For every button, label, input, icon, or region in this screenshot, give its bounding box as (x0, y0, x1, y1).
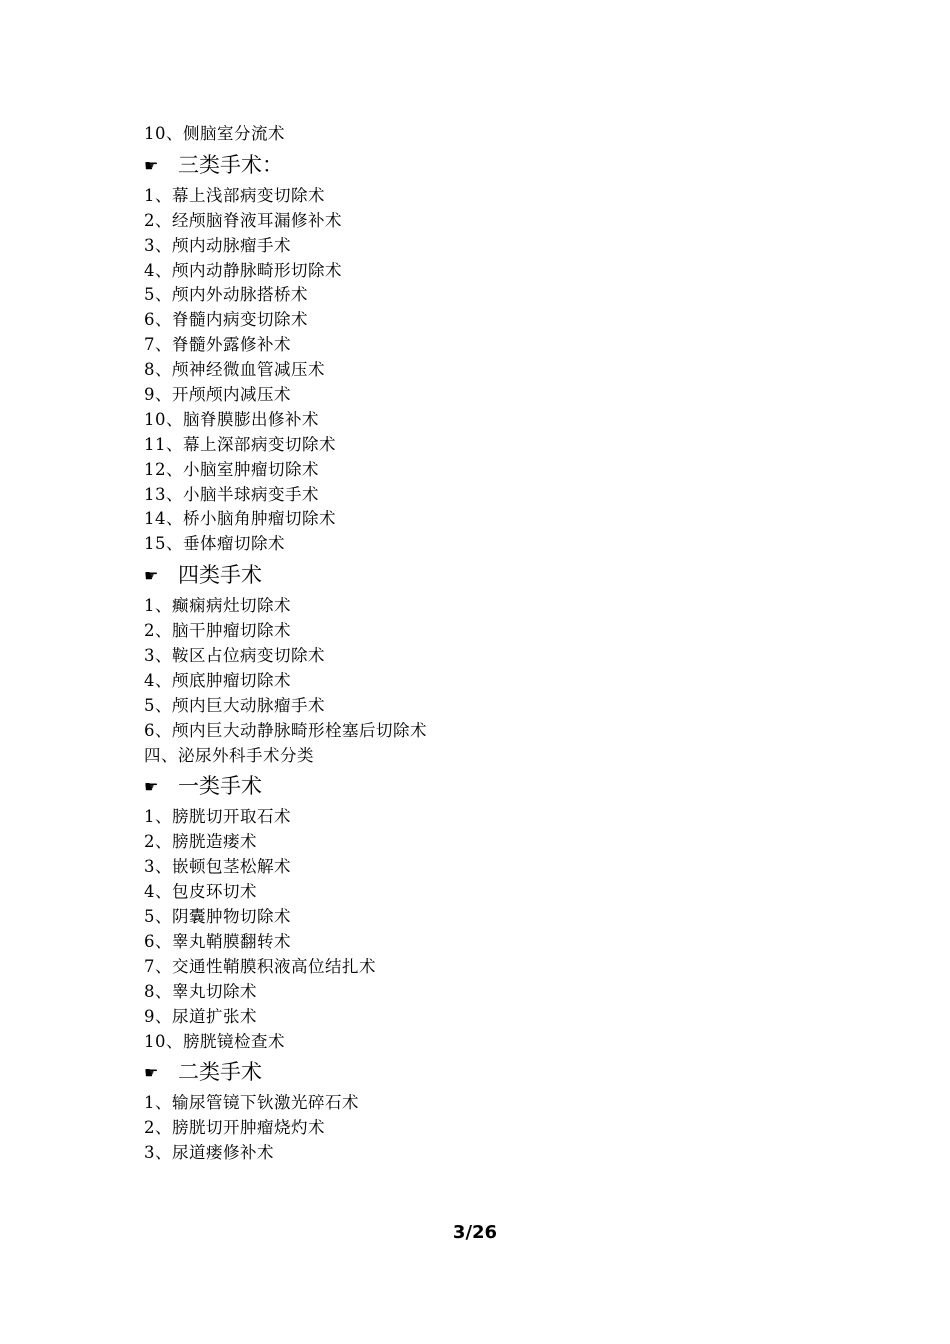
list-item: 5、颅内外动脉搭桥术 (144, 285, 308, 305)
page-content (144, 122, 844, 1166)
section-title: 四类手术 (178, 563, 262, 588)
list-uro-class1 (144, 805, 844, 1054)
pointing-hand-icon: ☛ (144, 1063, 159, 1083)
list-item: 4、包皮环切术 (144, 882, 257, 902)
list-item: 2、经颅脑脊液耳漏修补术 (144, 210, 342, 230)
list-item: 2、脑干肿瘤切除术 (144, 621, 291, 641)
list-item: 6、睾丸鞘膜翻转术 (144, 931, 291, 951)
list-item: 11、幕上深部病变切除术 (144, 434, 336, 454)
pointing-hand-icon: ☛ (144, 566, 159, 586)
list-item: 13、小脑半球病变手术 (144, 484, 319, 504)
section-heading-class4 (144, 557, 844, 594)
list-item: 5、颅内巨大动脉瘤手术 (144, 695, 325, 715)
list-item: 10、侧脑室分流术 (144, 124, 285, 143)
list-item: 3、嵌顿包茎松解术 (144, 857, 291, 877)
list-item: 14、桥小脑角肿瘤切除术 (144, 509, 336, 529)
list-item: 3、尿道瘘修补术 (144, 1143, 274, 1163)
list-class4 (144, 594, 844, 768)
list-item: 10、膀胱镜检查术 (144, 1031, 285, 1051)
list-item: 10、脑脊膜膨出修补术 (144, 409, 319, 429)
pointing-hand-icon: ☛ (144, 155, 159, 175)
page-number: 3/26 (452, 1222, 498, 1243)
list-item: 2、膀胱造瘘术 (144, 832, 257, 852)
section-title: 二类手术 (178, 1060, 262, 1085)
list-item: 6、颅内巨大动静脉畸形栓塞后切除术 (144, 720, 427, 740)
list-item: 1、膀胱切开取石术 (144, 807, 291, 827)
list-item: 1、幕上浅部病变切除术 (144, 185, 325, 205)
section-heading-uro-class2 (144, 1054, 844, 1091)
list-item: 4、颅内动静脉畸形切除术 (144, 260, 342, 280)
list-item: 9、开颅颅内减压术 (144, 385, 291, 405)
pointing-hand-icon: ☛ (144, 777, 159, 797)
list-item: 3、颅内动脉瘤手术 (144, 235, 291, 255)
list-item: 5、阴囊肿物切除术 (144, 907, 291, 927)
list-item: 8、颅神经微血管减压术 (144, 360, 325, 380)
list-item: 12、小脑室肿瘤切除术 (144, 459, 319, 479)
list-item: 15、垂体瘤切除术 (144, 534, 285, 554)
list-class3 (144, 184, 844, 557)
list-item: 9、尿道扩张术 (144, 1006, 257, 1026)
list-uro-class2 (144, 1091, 844, 1166)
section-heading-class3 (144, 147, 844, 184)
intro-list (144, 122, 844, 147)
list-item: 4、颅底肿瘤切除术 (144, 670, 291, 690)
list-item: 6、脊髓内病变切除术 (144, 310, 308, 330)
list-item: 3、鞍区占位病变切除术 (144, 646, 325, 666)
section-title: 一类手术 (178, 774, 262, 799)
list-item: 7、交通性鞘膜积液高位结扎术 (144, 956, 376, 976)
list-item: 1、输尿管镜下钬激光碎石术 (144, 1093, 359, 1113)
list-item: 7、脊髓外露修补术 (144, 335, 291, 355)
section-title: 三类手术： (178, 152, 283, 177)
list-item: 1、癫痫病灶切除术 (144, 596, 291, 616)
list-item: 四、泌尿外科手术分类 (144, 745, 314, 765)
section-heading-uro-class1 (144, 768, 844, 805)
list-item: 2、膀胱切开肿瘤烧灼术 (144, 1118, 325, 1138)
list-item: 8、睾丸切除术 (144, 981, 257, 1001)
